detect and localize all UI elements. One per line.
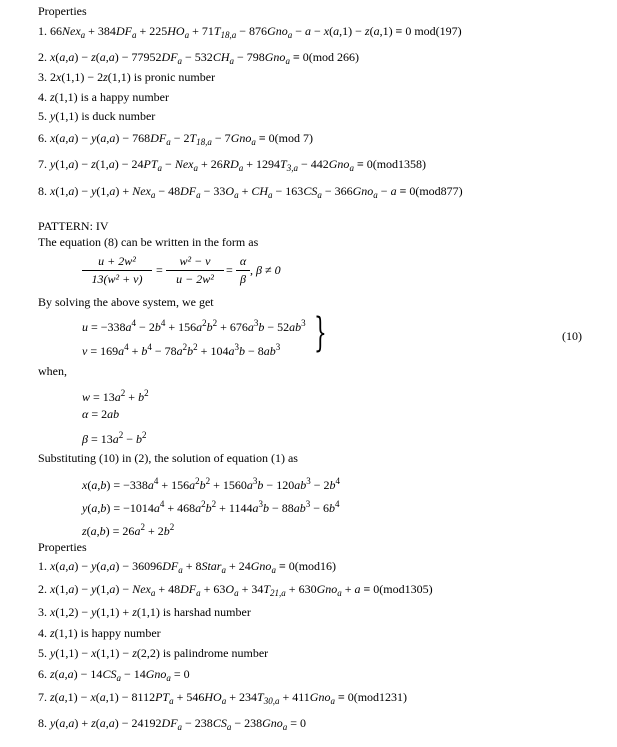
property-number: 7. [38,157,50,171]
fraction-1 [82,254,152,287]
property-item [38,131,313,149]
fraction-1-denominator: 13(w² + v) [91,272,143,286]
y-solution: $y(a,b) = -1014a^4 + 468a^2b^2 + 1144a^3b - 88ab^3 - 6b^4$ [82,499,340,515]
property-item [38,109,155,123]
property-expression: $y(1,a) - z(1,a) - 24PT_a - Nex_a + 26RD_a + 1294T_{3,a} - 442Gno_a \equiv 0(mod1358)$ [50,157,427,173]
property-expression: $x(1,a) - y(1,a) - Nex_a + 48DF_a + 63O_a + 34T_{21,a} + 630Gno_a + a \equiv 0(mod1305)$ [50,582,433,598]
property-number: 6. [38,667,50,681]
right-brace: } [314,310,327,356]
property-expression: $x(a,a) - y(a,a) - 36096DF_a$ + 8Star$_a$ + 24Gno$_a$ ≡ 0(mod16) [50,559,337,575]
property-number: 7. [38,690,50,704]
property-item [38,626,161,640]
fraction-2 [166,254,224,287]
property-item [38,184,463,202]
property-item [38,716,306,734]
beta-condition: , β ≠ 0 [250,263,281,277]
property-expression: z(1,1) is happy number [50,626,161,640]
alpha-equation: α = 2ab [82,407,120,421]
pattern-heading: PATTERN: IV [38,219,109,233]
when-text: when, [38,364,67,378]
property-item [38,582,433,600]
property-expression: z(1,1) is a happy number [50,90,169,104]
property-expression: y(1,1) is duck number [50,109,156,123]
property-item [38,646,268,660]
property-item [38,90,169,104]
equals-sign-2: = [226,263,233,277]
property-item [38,605,251,619]
beta-equation: $\beta = 13a^2 - b^2$ [82,430,147,446]
fraction-3-denominator: β [240,272,246,286]
property-expression: y(1,1) − x(1,1) − z(2,2) is palindrome number [50,646,269,660]
property-number: 4. [38,90,50,104]
property-item [38,157,426,175]
fraction-2-denominator: u − 2w² [176,272,214,286]
v-equation: $v = 169a^4 + b^4 - 78a^2b^2 + 104a^3b - 8ab^3$ [82,342,281,358]
property-expression: $y(a,a) + z(a,a) - 24192DF_a - 238CS_a - 238Gno_a = 0$ [50,716,307,732]
property-number: 5. [38,646,50,660]
pattern-intro: The equation (8) can be written in the form as [38,235,259,249]
solve-text: By solving the above system, we get [38,295,214,309]
x-solution: $x(a,b) = -338a^4 + 156a^2b^2 + 1560a^3b - 120ab^3 - 2b^4$ [82,476,340,492]
property-number: 5. [38,109,50,123]
property-item [38,667,190,685]
properties-heading-2: Properties [38,540,87,554]
property-number: 3. [38,605,50,619]
property-expression: x(1,2) − y(1,1) + z(1,1) is harshad number [50,605,251,619]
fraction-1-numerator: u + 2w² [82,254,152,271]
property-item [38,559,336,577]
property-number: 4. [38,626,50,640]
property-expression: $66Nex_a + 384DF_a + 225HO_a + 71T_{18,a} - 876Gno_a - a - x(a,1) - z(a,1) \equiv 0$ mod(197) [50,24,462,40]
property-number: 2. [38,582,50,596]
u-equation: $u = -338a^4 - 2b^4 + 156a^2b^2 + 676a^3b - 52ab^3$ [82,318,306,334]
property-expression: $x(a,a) - y(a,a) - 768DF_a - 2T_{18,a} - 7Gno_a \equiv 0(mod$ 7) [50,131,313,147]
property-number: 8. [38,716,50,730]
fraction-3 [236,254,250,287]
property-expression: $z(a,1) - x(a,1) - 8112PT_a + 546HO_a + 234T_{30,a} + 411Gno_a \equiv 0(mod1231)$ [50,690,408,706]
property-expression: 2x(1,1) − 2z(1,1) is pronic number [50,70,216,84]
equation-number-10: (10) [562,329,582,343]
property-number: 2. [38,50,50,64]
z-solution: $z(a,b) = 26a^2 + 2b^2$ [82,522,175,538]
property-expression: $z(a,a) - 14CS_a - 14Gno_a = 0$ [50,667,190,683]
property-item [38,690,407,708]
property-item [38,50,359,68]
property-expression: $x(a,a) - z(a,a) - 77952DF_a - 532CH_a - 798Gno_a \equiv 0(mod$ 266) [50,50,360,66]
equals-sign-1: = [156,263,163,277]
property-item [38,70,215,84]
property-number: 8. [38,184,50,198]
fraction-3-numerator: α [236,254,250,271]
property-number: 1. [38,24,50,38]
property-item [38,24,462,42]
property-number: 1. [38,559,50,573]
w-equation: $w = 13a^2 + b^2$ [82,388,149,404]
fraction-2-numerator: w² − v [166,254,224,271]
substituting-text: Substituting (10) in (2), the solution of equation (1) as [38,451,298,465]
property-number: 6. [38,131,50,145]
property-expression: $x(1,a) - y(1,a) + Nex_a - 48DF_a - 33O_a + CH_a - 163CS_a - 366Gno_a - a \equiv 0(mod877)$ [50,184,463,200]
property-number: 3. [38,70,50,84]
properties-heading-1: Properties [38,4,87,18]
